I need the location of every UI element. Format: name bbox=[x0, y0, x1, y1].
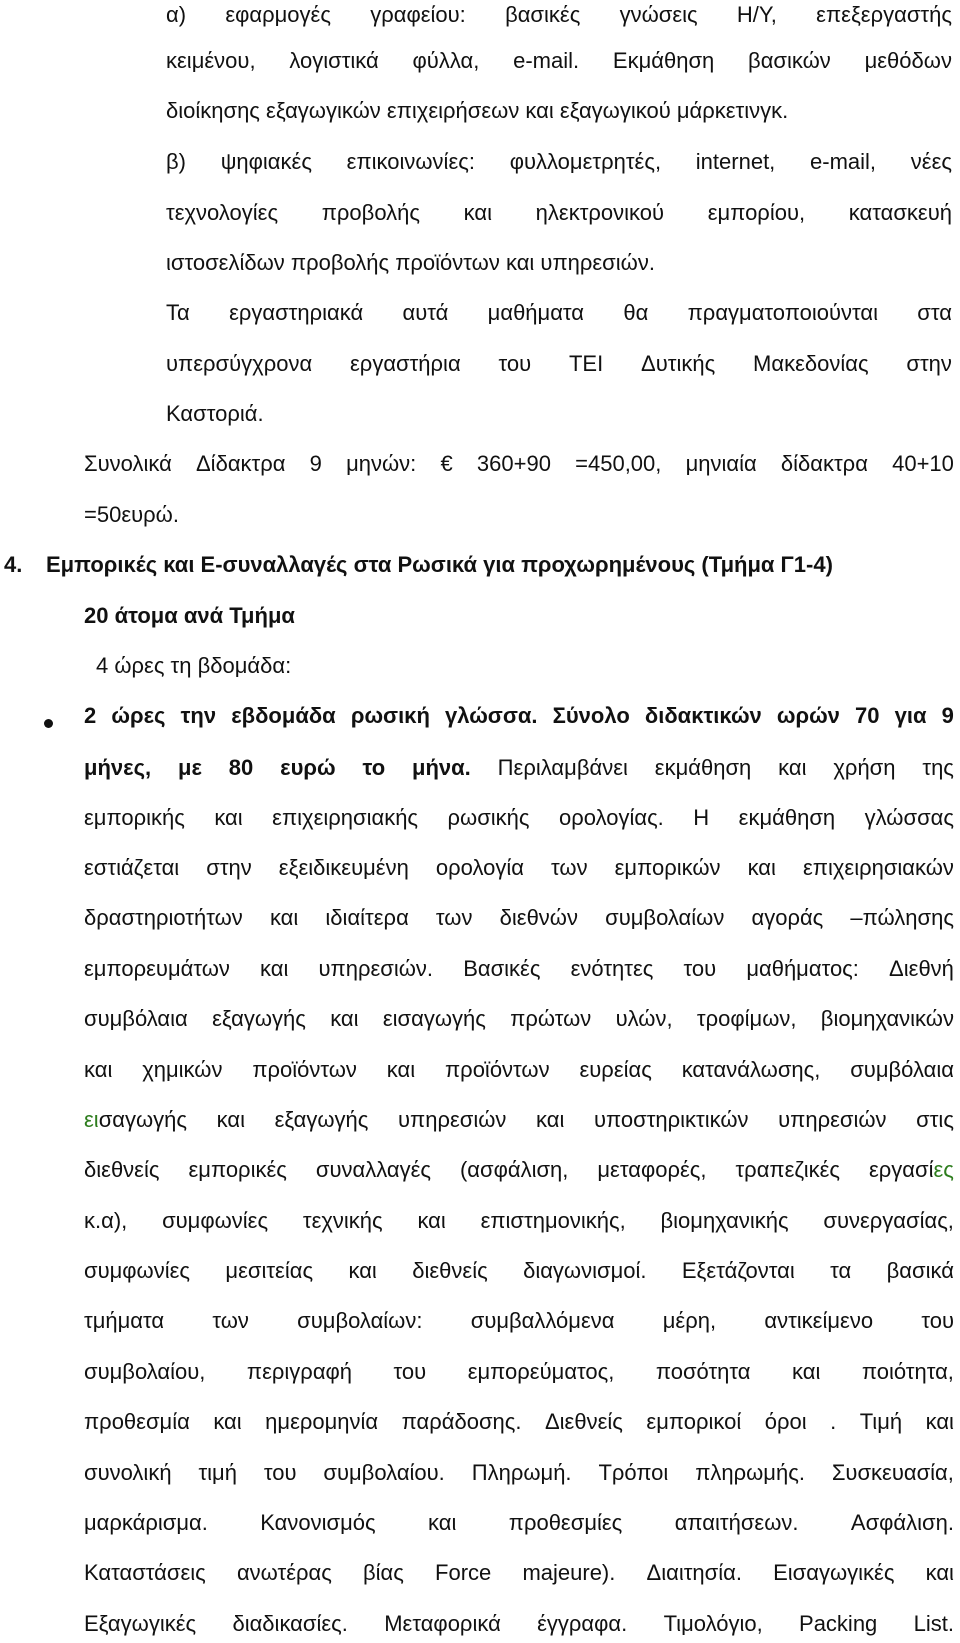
word: Force bbox=[435, 1560, 492, 1585]
word: συμβολαίου, bbox=[84, 1359, 206, 1384]
section-a-line-3: διοίκησης εξαγωγικών επιχειρήσεων και εξαγωγικού μάρκετινγκ. bbox=[166, 98, 789, 123]
word: νέες bbox=[910, 149, 952, 174]
word: βασικές bbox=[505, 2, 581, 27]
word: majeure). bbox=[522, 1560, 616, 1585]
word: και bbox=[747, 855, 776, 880]
word: εβδομάδα bbox=[231, 703, 336, 728]
course-4-title: Εμπορικές και Ε-συναλλαγές στα Ρωσικά για προχωρημένους (Τμήμα Γ1-4) bbox=[46, 552, 833, 577]
word: Η bbox=[693, 805, 710, 830]
word: αγοράς bbox=[751, 905, 824, 930]
word: μηνών: bbox=[346, 451, 417, 476]
word: δίδακτρα bbox=[780, 451, 868, 476]
body2-line-5 bbox=[84, 1407, 954, 1437]
word: Εξαγωγικές bbox=[84, 1611, 197, 1636]
word: internet, bbox=[695, 149, 776, 174]
word: και bbox=[348, 1258, 377, 1283]
word: τροφίμων, bbox=[696, 1006, 797, 1031]
word: εμπορικές bbox=[188, 1157, 287, 1182]
word: μεθόδων bbox=[864, 48, 952, 73]
word: κειμένου, bbox=[166, 48, 256, 73]
word: και bbox=[386, 1057, 416, 1082]
word: του bbox=[683, 956, 717, 981]
word: κατασκευή bbox=[848, 200, 952, 225]
word: λογιστικά bbox=[289, 48, 379, 73]
word: χρήση bbox=[833, 755, 896, 780]
word: εστιάζεται bbox=[84, 855, 180, 880]
section-b-line-3: ιστοσελίδων προβολής προϊόντων και υπηρεσιών. bbox=[166, 250, 655, 275]
word: 9 bbox=[941, 703, 954, 728]
word: των bbox=[212, 1308, 249, 1333]
body2-line-1 bbox=[84, 1206, 954, 1236]
word: παράδοσης. bbox=[401, 1409, 522, 1434]
word: βίας bbox=[363, 1560, 404, 1585]
word: –πώλησης bbox=[850, 905, 954, 930]
word: επιχειρησιακών bbox=[802, 855, 954, 880]
word: διεθνών bbox=[499, 905, 578, 930]
body-line-eisagogis bbox=[84, 1105, 954, 1135]
body2-line-9 bbox=[84, 1609, 954, 1639]
word: υπηρεσιών bbox=[398, 1107, 507, 1132]
word: (ασφάλιση, bbox=[459, 1157, 569, 1182]
word: Βασικές bbox=[463, 956, 541, 981]
word: εξειδικευμένη bbox=[278, 855, 409, 880]
word: τεχνολογίες bbox=[166, 200, 279, 225]
word: ανωτέρας bbox=[236, 1560, 332, 1585]
course-4-number: 4. bbox=[4, 552, 23, 577]
body2-line-6 bbox=[84, 1458, 954, 1488]
section-a-line-1 bbox=[166, 0, 952, 30]
body-line-6 bbox=[84, 1055, 954, 1085]
word: θα bbox=[623, 300, 649, 325]
word: κ.α), bbox=[84, 1208, 128, 1233]
word: και bbox=[778, 755, 807, 780]
word: μεσιτείας bbox=[225, 1258, 314, 1283]
word: Εκμάθηση bbox=[612, 48, 715, 73]
word: Τα bbox=[166, 300, 190, 325]
word: βασικών bbox=[748, 48, 831, 73]
body2-line-3 bbox=[84, 1306, 954, 1336]
course-4-weekly-hours: 4 ώρες τη βδομάδα: bbox=[96, 653, 292, 678]
word: υπερσύγχρονα bbox=[166, 351, 313, 376]
word: υλών, bbox=[615, 1006, 673, 1031]
word: εμπορεύματος, bbox=[467, 1359, 615, 1384]
bullet-line-1 bbox=[84, 701, 954, 731]
word: 70 bbox=[855, 703, 880, 728]
word: περιγραφή bbox=[246, 1359, 353, 1384]
word: τμήματα bbox=[84, 1308, 165, 1333]
word: Μεταφορικά bbox=[384, 1611, 501, 1636]
word: επεξεργαστής bbox=[816, 2, 952, 27]
word: Εξετάζονται bbox=[681, 1258, 795, 1283]
word: επιχειρησιακής bbox=[272, 805, 419, 830]
word: ευρώ bbox=[280, 755, 336, 780]
word: φυλλομετρητές, bbox=[509, 149, 662, 174]
word: συνολική bbox=[84, 1460, 172, 1485]
word: ψηφιακές bbox=[220, 149, 312, 174]
word: και bbox=[269, 905, 299, 930]
word: συμβολαίων bbox=[605, 905, 725, 930]
green-prefix: ει bbox=[84, 1107, 99, 1132]
eisagogis-rest: σαγωγής bbox=[98, 1107, 188, 1132]
word: Τιμή bbox=[859, 1409, 903, 1434]
eisagogis-word bbox=[84, 1105, 187, 1135]
word: διαδικασίες. bbox=[232, 1611, 348, 1636]
word: α) bbox=[166, 2, 187, 27]
word: και bbox=[536, 1107, 565, 1132]
word: του bbox=[393, 1359, 427, 1384]
word: εμπορίου, bbox=[707, 200, 806, 225]
word: e-mail. bbox=[513, 48, 580, 73]
body-line-ergasies bbox=[84, 1155, 954, 1185]
section-b-line-2 bbox=[166, 198, 952, 228]
word: 360+90 bbox=[476, 451, 551, 476]
word: Τιμολόγιο, bbox=[663, 1611, 763, 1636]
word: διδακτικών bbox=[644, 703, 762, 728]
word: Πληρωμή. bbox=[471, 1460, 572, 1485]
word: πληρωμής. bbox=[695, 1460, 805, 1485]
word: τα bbox=[830, 1258, 852, 1283]
word: τιμή bbox=[198, 1460, 237, 1485]
word: μήνες, bbox=[84, 755, 152, 780]
word: υποστηρικτικών bbox=[593, 1107, 749, 1132]
word: και bbox=[260, 956, 289, 981]
word: πρώτων bbox=[510, 1006, 592, 1031]
word: Συνολικά bbox=[84, 451, 172, 476]
word: Καταστάσεις bbox=[84, 1560, 206, 1585]
word: συμβολαίων: bbox=[297, 1308, 423, 1333]
body2-line-7 bbox=[84, 1508, 954, 1538]
word: εκμάθηση bbox=[654, 755, 752, 780]
word: βιομηχανικής bbox=[660, 1208, 789, 1233]
word: =450,00, bbox=[575, 451, 662, 476]
word: κατανάλωσης, bbox=[681, 1057, 821, 1082]
word: εμπορικοί bbox=[646, 1409, 742, 1434]
word: εμπορευμάτων bbox=[84, 956, 230, 981]
fees-line-2: =50ευρώ. bbox=[84, 502, 179, 527]
word: στα bbox=[917, 300, 952, 325]
word: εισαγωγής bbox=[382, 1006, 486, 1031]
word: ποιότητα, bbox=[861, 1359, 954, 1384]
word: βιομηχανικών bbox=[820, 1006, 954, 1031]
course-4-group-size: 20 άτομα ανά Τμήμα bbox=[84, 603, 295, 628]
word: και bbox=[84, 1057, 113, 1082]
word: 80 bbox=[228, 755, 254, 780]
word: Συσκευασία, bbox=[831, 1460, 954, 1485]
word: ημερομηνία bbox=[265, 1409, 379, 1434]
body2-line-8 bbox=[84, 1558, 954, 1588]
ergasies-main: εργασί bbox=[868, 1157, 934, 1182]
word: Τρόποι bbox=[598, 1460, 669, 1485]
word: Κανονισμός bbox=[260, 1510, 376, 1535]
ergasies-word bbox=[869, 1155, 954, 1185]
section-b-line-1 bbox=[166, 147, 952, 177]
word: του bbox=[263, 1460, 297, 1485]
word: εξαγωγής bbox=[212, 1006, 306, 1031]
word: αντικείμενο bbox=[764, 1308, 874, 1333]
word: μαθήματα bbox=[487, 300, 585, 325]
word: β) bbox=[166, 149, 186, 174]
word: του bbox=[921, 1308, 954, 1333]
word: και bbox=[925, 1560, 954, 1585]
word: με bbox=[178, 755, 202, 780]
word: και bbox=[213, 1409, 242, 1434]
word: 40+10 bbox=[892, 451, 954, 476]
word: μηνιαία bbox=[685, 451, 757, 476]
labs-line-2 bbox=[166, 349, 952, 379]
word: του bbox=[498, 351, 532, 376]
word: εξαγωγής bbox=[274, 1107, 369, 1132]
word: γλώσσας bbox=[864, 805, 954, 830]
word: υπηρεσιών. bbox=[318, 956, 434, 981]
green-suffix: ες bbox=[933, 1157, 954, 1182]
word: συνεργασίας, bbox=[823, 1208, 954, 1233]
word: πραγματοποιούνται bbox=[687, 300, 878, 325]
word: και bbox=[417, 1208, 446, 1233]
word: ωρών bbox=[776, 703, 840, 728]
word: τραπεζικές bbox=[735, 1157, 840, 1182]
section-a-line-2 bbox=[166, 46, 952, 76]
word: την bbox=[180, 703, 217, 728]
word: Packing bbox=[799, 1611, 878, 1636]
word: για bbox=[894, 703, 927, 728]
word: διεθνείς bbox=[84, 1157, 160, 1182]
word: γνώσεις bbox=[619, 2, 698, 27]
body2-line-4 bbox=[84, 1357, 954, 1387]
word: . bbox=[830, 1409, 837, 1434]
word: προβολής bbox=[321, 200, 420, 225]
body2-line-2 bbox=[84, 1256, 954, 1286]
bullet-line-2 bbox=[84, 753, 954, 783]
word: και bbox=[792, 1359, 821, 1384]
word: και bbox=[463, 200, 492, 225]
word: εμπορικών bbox=[614, 855, 721, 880]
word: Σύνολο bbox=[552, 703, 630, 728]
word: εμπορικής bbox=[84, 805, 185, 830]
word: μέρη, bbox=[662, 1308, 717, 1333]
labs-line-3: Καστοριά. bbox=[166, 401, 264, 426]
word: ΤΕΙ bbox=[568, 351, 604, 376]
word: μαθήματος: bbox=[746, 956, 859, 981]
word: αυτά bbox=[402, 300, 449, 325]
word: διαγωνισμοί. bbox=[523, 1258, 647, 1283]
word: μήνα. bbox=[412, 755, 471, 780]
word: συμβόλαια bbox=[850, 1057, 954, 1082]
word: List. bbox=[913, 1611, 954, 1636]
word: απαιτήσεων. bbox=[674, 1510, 799, 1535]
word: ρωσικής bbox=[447, 805, 530, 830]
word: και bbox=[214, 805, 243, 830]
word: εφαρμογές bbox=[225, 2, 331, 27]
word: της bbox=[922, 755, 954, 780]
word: χημικών bbox=[142, 1057, 223, 1082]
word: δραστηριοτήτων bbox=[84, 905, 243, 930]
word: € bbox=[440, 451, 453, 476]
word: προϊόντων bbox=[445, 1057, 550, 1082]
word: 2 bbox=[84, 703, 97, 728]
word: στην bbox=[206, 855, 252, 880]
body-line-4 bbox=[84, 954, 954, 984]
word: Ασφάλιση. bbox=[850, 1510, 954, 1535]
word: συμφωνίες bbox=[84, 1258, 191, 1283]
word: διεθνείς bbox=[412, 1258, 488, 1283]
body-line-2 bbox=[84, 853, 954, 883]
word: Η/Υ, bbox=[736, 2, 777, 27]
body-line-5 bbox=[84, 1004, 954, 1034]
word: εκμάθηση bbox=[738, 805, 836, 830]
word: έγγραφα. bbox=[537, 1611, 628, 1636]
word: ιδιαίτερα bbox=[325, 905, 409, 930]
word: των bbox=[435, 905, 473, 930]
word: και bbox=[925, 1409, 954, 1434]
word: το bbox=[362, 755, 386, 780]
word: εργαστηριακά bbox=[229, 300, 364, 325]
word: συμφωνίες bbox=[162, 1208, 269, 1233]
body-line-1 bbox=[84, 803, 954, 833]
word: 9 bbox=[309, 451, 322, 476]
word: γραφείου: bbox=[370, 2, 466, 27]
word: των bbox=[551, 855, 588, 880]
word: εργαστήρια bbox=[350, 351, 461, 376]
word: φύλλα, bbox=[412, 48, 480, 73]
word: μεταφορές, bbox=[597, 1157, 707, 1182]
word: ενότητες bbox=[570, 956, 654, 981]
word: τεχνικής bbox=[302, 1208, 383, 1233]
word: ευρείας bbox=[579, 1057, 652, 1082]
word: στην bbox=[906, 351, 952, 376]
word: Περιλαμβάνει bbox=[497, 755, 628, 780]
word: Διεθνείς bbox=[544, 1409, 623, 1434]
word: και bbox=[216, 1107, 245, 1132]
word: Εισαγωγικές bbox=[773, 1560, 895, 1585]
word: συμβόλαια bbox=[84, 1006, 188, 1031]
word: ορολογία bbox=[435, 855, 524, 880]
word: προθεσμία bbox=[84, 1409, 190, 1434]
word: γλώσσα. bbox=[445, 703, 538, 728]
word: και bbox=[330, 1006, 359, 1031]
word: προϊόντων bbox=[252, 1057, 357, 1082]
fees-line-1 bbox=[84, 449, 954, 479]
word: Δυτικής bbox=[641, 351, 716, 376]
word: ηλεκτρονικού bbox=[535, 200, 665, 225]
word: συμβαλλόμενα bbox=[470, 1308, 615, 1333]
word: ποσότητα bbox=[655, 1359, 751, 1384]
word: στις bbox=[916, 1107, 954, 1132]
word: υπηρεσιών bbox=[778, 1107, 887, 1132]
word: βασικά bbox=[886, 1258, 954, 1283]
word: όροι bbox=[764, 1409, 807, 1434]
word: ρωσική bbox=[350, 703, 430, 728]
word: Διαιτησία. bbox=[646, 1560, 742, 1585]
bullet-icon bbox=[44, 719, 53, 728]
word: e-mail, bbox=[810, 149, 877, 174]
word: συμβολαίου. bbox=[323, 1460, 445, 1485]
word: μαρκάρισμα. bbox=[84, 1510, 208, 1535]
word: επιστημονικής, bbox=[480, 1208, 626, 1233]
word: ορολογίας. bbox=[559, 805, 664, 830]
word: Δίδακτρα bbox=[195, 451, 286, 476]
body-line-3 bbox=[84, 903, 954, 933]
word: προθεσμίες bbox=[508, 1510, 623, 1535]
word: και bbox=[428, 1510, 457, 1535]
labs-line-1 bbox=[166, 298, 952, 328]
word: ώρες bbox=[111, 703, 166, 728]
word: Μακεδονίας bbox=[753, 351, 869, 376]
word: συναλλαγές bbox=[315, 1157, 431, 1182]
word: επικοινωνίες: bbox=[346, 149, 475, 174]
word: Διεθνή bbox=[889, 956, 954, 981]
